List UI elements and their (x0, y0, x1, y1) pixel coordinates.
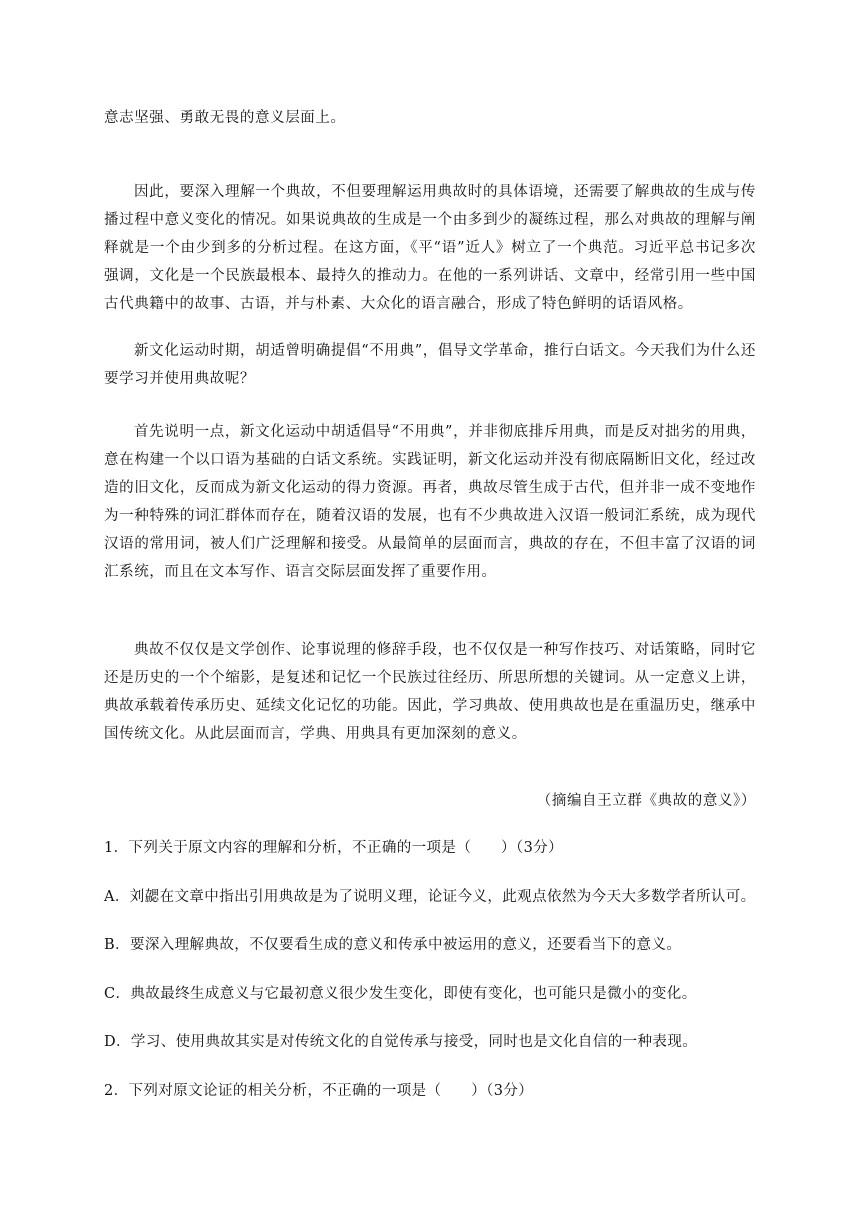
paragraph-continuation: 意志坚强、勇敢无畏的意义层面上。 (104, 110, 346, 126)
paragraph-significance: 典故不仅仅是文学创作、论事说理的修辞手段，也不仅仅是一种写作技巧、对话策略，同时它还是历史的一个个缩影，是复述和记忆一个民族过往经历、所思所想的关键词。从一定意义上讲，典故承载着传承历史、延续文化记忆的功能。因此，学习典故、使用典故也是在重温历史，继承中国传统文化。从此层面而言，学典、用典具有更加深刻的意义。 (104, 642, 756, 742)
paragraph-interpretation: 因此，要深入理解一个典故，不但要理解运用典故时的具体语境，还需要了解典故的生成与传播过程中意义变化的情况。如果说典故的生成是一个由多到少的凝练过程，那么对典故的理解与阐释就是一个由少到多的分析过程。在这方面，《平“语”近人》树立了一个典范。习近平总书记多次强调，文化是一个民族最根本、最持久的推动力。在他的一系列讲话、文章中，经常引用一些中国古代典籍中的故事、古语，并与朴素、大众化的语言融合，形成了特色鲜明的话语风格。 (104, 184, 756, 312)
source-citation: （摘编自王立群《典故的意义》） (536, 793, 756, 809)
question-2-stem: 2．下列对原文论证的相关分析，不正确的一项是（ ）（3分） (104, 1083, 534, 1099)
question-1-option-d: D．学习、使用典故其实是对传统文化的自觉传承与接受，同时也是文化自信的一种表现。 (104, 1034, 698, 1050)
question-1-option-c: C．典故最终生成意义与它最初意义很少发生变化，即使有变化，也可能只是微小的变化。 (104, 986, 697, 1002)
paragraph-new-culture: 新文化运动时期，胡适曾明确提倡“不用典”，倡导文学革命，推行白话文。今天我们为什么还要学习并使用典故呢？ (104, 343, 756, 387)
question-1-option-a: A．刘勰在文章中指出引用典故是为了说明义理，论证今义，此观点依然为今天大多数学者所认可。 (104, 889, 756, 905)
question-1-option-b: B．要深入理解典故，不仅要看生成的意义和传承中被运用的意义，还要看当下的意义。 (104, 937, 682, 953)
question-1-stem: 1．下列关于原文内容的理解和分析，不正确的一项是（ ）（3分） (104, 840, 563, 856)
paragraph-first-point: 首先说明一点，新文化运动中胡适倡导“不用典”，并非彻底排斥用典，而是反对拙劣的用典，意在构建一个以口语为基础的白话文系统。实践证明，新文化运动并没有彻底隔断旧文化，经过改造的旧文化，反而成为新文化运动的得力资源。再者，典故尽管生成于古代，但并非一成不变地作为一种特殊的词汇群体而存在，随着汉语的发展，也有不少典故进入汉语一般词汇系统，成为现代汉语的常用词，被人们广泛理解和接受。从最简单的层面而言，典故的存在，不但丰富了汉语的词汇系统，而且在文本写作、语言交际层面发挥了重要作用。 (104, 424, 756, 580)
